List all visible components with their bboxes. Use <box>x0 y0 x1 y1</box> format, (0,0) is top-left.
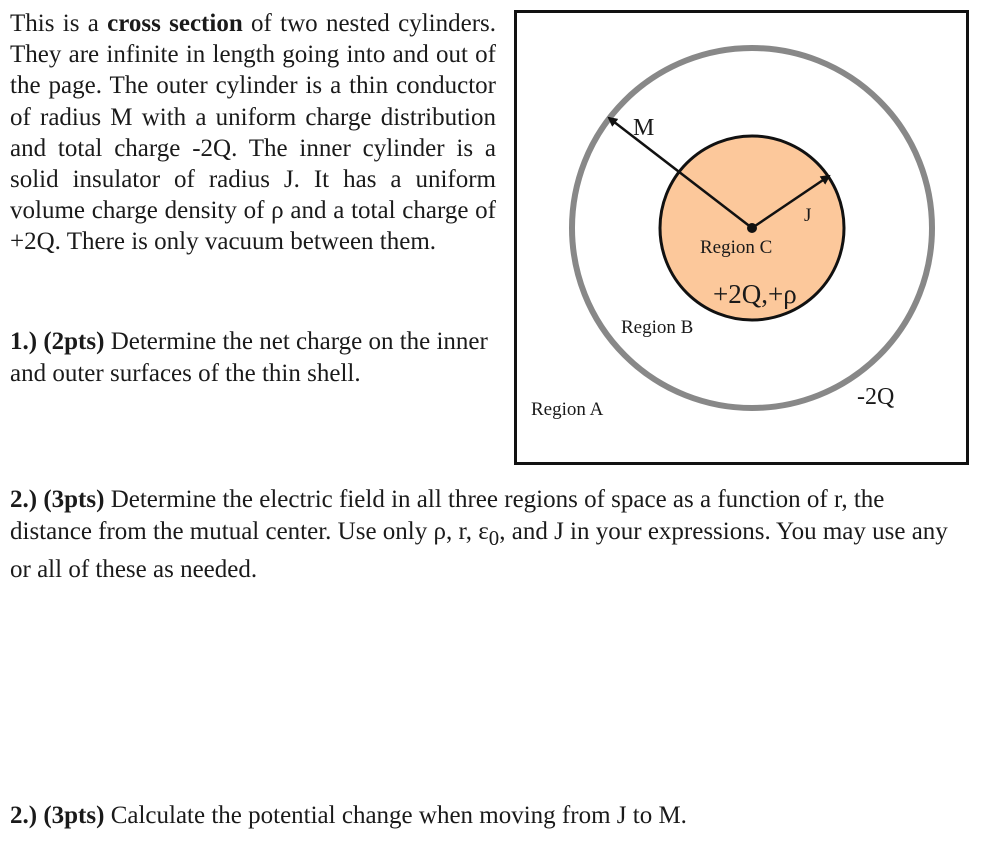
outer-charge-label: -2Q <box>857 384 895 410</box>
question-2 <box>10 484 950 586</box>
question-3-label: 2.) (3pts) <box>10 802 105 829</box>
intro-bold-term: cross section <box>107 10 243 37</box>
question-1 <box>10 326 496 390</box>
question-2-label: 2.) (3pts) <box>10 486 105 513</box>
label-j: J <box>804 205 812 226</box>
label-m: M <box>633 115 655 141</box>
intro-text-start: This is a <box>10 10 108 37</box>
region-a-label: Region A <box>531 399 604 420</box>
center-point <box>747 223 757 233</box>
problem-intro <box>10 8 496 258</box>
question-1-text: Determine the net charge on the inner and outer surfaces of the thin shell. <box>10 328 488 387</box>
question-1-label: 1.) (2pts) <box>10 328 105 355</box>
question-3-text: Calculate the potential change when moving from J to M. <box>104 802 687 829</box>
question-3 <box>10 800 950 832</box>
region-b-label: Region B <box>621 317 694 338</box>
question-2-text-end: , and J in your expressions. You may use any or all of these as needed. <box>10 518 948 583</box>
question-2-text: Determine the electric field in all three regions of space as a function of r, the distance from the mutual center. Use only ρ, r, ε <box>10 486 885 545</box>
inner-charge-label: +2Q,+ρ <box>713 279 797 309</box>
cylinder-cross-section-figure <box>514 10 969 465</box>
epsilon-subscript: 0 <box>488 526 500 550</box>
intro-text-rest: of two nested cylinders. They are infinite in length going into and out of the page. The outer cylinder is a thin conductor of radius M with a uniform charge distribution and total charge -2Q. The inner cylinder is a solid insulator of radius J. It has a uniform volume charge density of ρ and a total charge of +2Q. There is only vacuum between them. <box>10 10 496 256</box>
region-c-label: Region C <box>700 237 773 258</box>
